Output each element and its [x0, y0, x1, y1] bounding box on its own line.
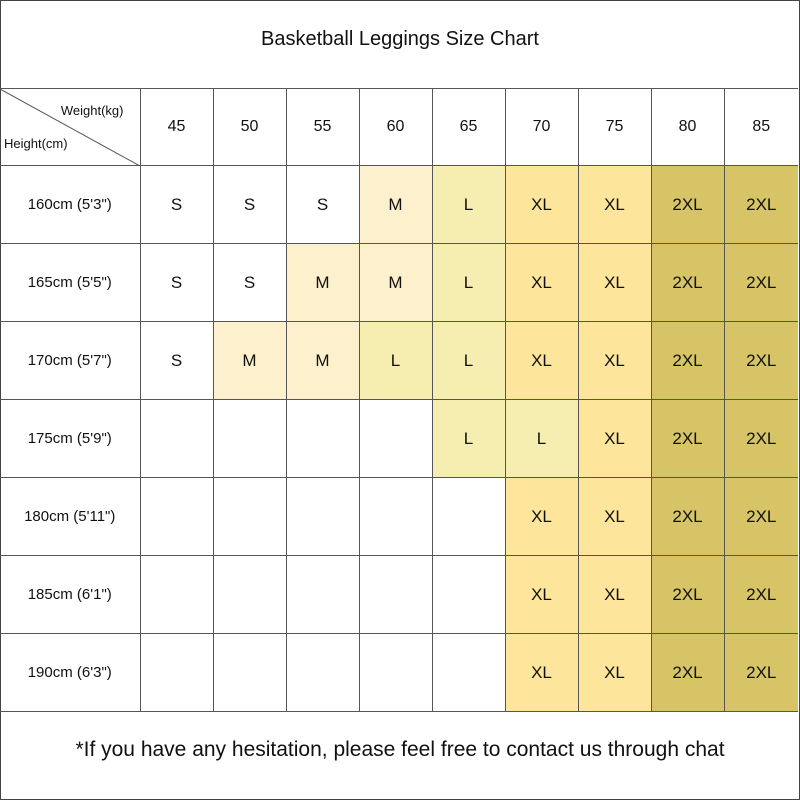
size-cell: 2XL	[724, 322, 798, 400]
table-row	[0, 478, 798, 556]
size-cell: S	[140, 166, 213, 244]
height-row-label: 185cm (6'1")	[0, 556, 140, 634]
weight-header-50: 50	[213, 89, 286, 166]
size-cell: S	[286, 166, 359, 244]
size-cell	[359, 478, 432, 556]
size-cell: L	[359, 322, 432, 400]
size-cell	[140, 634, 213, 712]
size-cell: XL	[578, 166, 651, 244]
height-row-label: 190cm (6'3")	[0, 634, 140, 712]
size-cell: 2XL	[651, 244, 724, 322]
weight-header-45: 45	[140, 89, 213, 166]
diagonal-divider	[0, 89, 140, 166]
size-cell: 2XL	[724, 478, 798, 556]
size-cell	[213, 478, 286, 556]
table-row	[0, 634, 798, 712]
table-row	[0, 556, 798, 634]
size-cell: M	[286, 322, 359, 400]
size-cell: L	[505, 400, 578, 478]
size-cell: S	[140, 322, 213, 400]
size-cell	[359, 634, 432, 712]
weight-header-row	[0, 89, 798, 166]
table-row	[0, 166, 798, 244]
size-cell: XL	[578, 634, 651, 712]
height-row-label: 170cm (5'7")	[0, 322, 140, 400]
table-row	[0, 322, 798, 400]
size-cell: XL	[578, 244, 651, 322]
table-row	[0, 400, 798, 478]
size-cell: XL	[578, 478, 651, 556]
size-cell: L	[432, 322, 505, 400]
size-cell: S	[213, 166, 286, 244]
size-cell: XL	[505, 556, 578, 634]
weight-header-80: 80	[651, 89, 724, 166]
height-row-label: 165cm (5'5")	[0, 244, 140, 322]
size-cell: 2XL	[724, 634, 798, 712]
size-cell	[432, 556, 505, 634]
weight-header-70: 70	[505, 89, 578, 166]
size-cell: S	[140, 244, 213, 322]
height-axis-label: Height(cm)	[4, 136, 68, 151]
size-cell	[359, 556, 432, 634]
table-row	[0, 244, 798, 322]
weight-header-75: 75	[578, 89, 651, 166]
size-cell: XL	[578, 556, 651, 634]
height-row-label: 175cm (5'9")	[0, 400, 140, 478]
size-cell: 2XL	[724, 244, 798, 322]
size-cell	[213, 400, 286, 478]
size-cell: M	[359, 166, 432, 244]
size-cell: 2XL	[651, 400, 724, 478]
size-cell: XL	[578, 322, 651, 400]
size-cell: 2XL	[724, 166, 798, 244]
size-cell	[432, 478, 505, 556]
size-cell: 2XL	[724, 400, 798, 478]
size-cell: M	[213, 322, 286, 400]
size-cell	[286, 556, 359, 634]
size-cell: S	[213, 244, 286, 322]
footnote: *If you have any hesitation, please feel free to contact us through chat	[75, 738, 725, 761]
weight-header-65: 65	[432, 89, 505, 166]
size-chart-table	[0, 88, 798, 712]
size-cell	[213, 634, 286, 712]
size-cell: M	[359, 244, 432, 322]
size-cell: L	[432, 166, 505, 244]
height-row-label: 160cm (5'3")	[0, 166, 140, 244]
size-cell	[286, 634, 359, 712]
size-cell: 2XL	[651, 556, 724, 634]
height-row-label: 180cm (5'11")	[0, 478, 140, 556]
size-cell	[140, 478, 213, 556]
size-cell: 2XL	[651, 634, 724, 712]
size-cell: M	[286, 244, 359, 322]
chart-title: Basketball Leggings Size Chart	[261, 28, 539, 50]
size-cell: XL	[505, 478, 578, 556]
size-cell	[359, 400, 432, 478]
size-cell: L	[432, 400, 505, 478]
size-cell: XL	[505, 166, 578, 244]
size-cell	[140, 400, 213, 478]
size-cell: XL	[505, 322, 578, 400]
size-cell: XL	[578, 400, 651, 478]
size-cell	[213, 556, 286, 634]
weight-header-60: 60	[359, 89, 432, 166]
size-cell	[432, 634, 505, 712]
size-cell	[286, 478, 359, 556]
size-cell: 2XL	[651, 322, 724, 400]
size-cell	[140, 556, 213, 634]
size-cell: XL	[505, 634, 578, 712]
size-cell: XL	[505, 244, 578, 322]
size-cell: 2XL	[724, 556, 798, 634]
weight-header-55: 55	[286, 89, 359, 166]
size-cell	[286, 400, 359, 478]
size-cell: L	[432, 244, 505, 322]
size-cell: 2XL	[651, 478, 724, 556]
corner-header-cell	[0, 89, 140, 166]
weight-header-85: 85	[724, 89, 798, 166]
size-cell: 2XL	[651, 166, 724, 244]
weight-axis-label: Weight(kg)	[60, 103, 124, 118]
